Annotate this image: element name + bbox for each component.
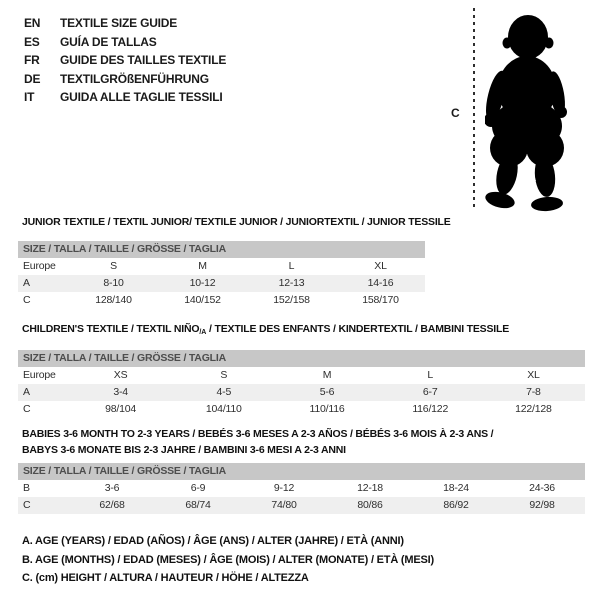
value-cell: 104/110 [205, 403, 242, 415]
measure-label-c: C [451, 106, 460, 120]
value-cell: 5-6 [319, 386, 335, 398]
value-cell: 12-13 [278, 277, 305, 289]
size-header-bar: SIZE / TALLA / TAILLE / GRÖSSE / TAGLIA [18, 241, 425, 258]
baby-silhouette-icon [485, 4, 600, 214]
title-subscript: /A [199, 329, 207, 336]
legend-line-c: C. (cm) HEIGHT / ALTURA / HAUTEUR / HÖHE / ALTEZZA [22, 572, 309, 584]
value-cell: XS [113, 369, 128, 381]
section-title-children [22, 321, 509, 341]
value-cell: M [198, 260, 207, 272]
value-cell: 158/170 [362, 294, 399, 306]
guide-title: GUIDE DES TAILLES TEXTILE [60, 53, 227, 67]
guide-title: GUIDA ALLE TAGLIE TESSILI [60, 90, 223, 104]
value-cell: 12-18 [357, 482, 383, 494]
language-row [24, 70, 226, 89]
value-cell: 24-36 [529, 482, 555, 494]
value-cell: 80/86 [357, 499, 383, 511]
value-cell: S [220, 369, 228, 381]
babies-size-table [18, 463, 585, 514]
value-cell: 3-4 [113, 386, 128, 398]
value-cell: M [322, 369, 332, 381]
children-size-table [18, 350, 585, 418]
table-body [18, 480, 585, 514]
section-title-babies [22, 426, 493, 458]
value-cell: 140/152 [184, 294, 221, 306]
value-cell: 4-5 [216, 386, 232, 398]
value-cell: 92/98 [529, 499, 555, 511]
value-cell: L [427, 369, 434, 381]
measure-legend [22, 532, 434, 588]
language-code: DE [24, 71, 41, 86]
value-cell: 8-10 [103, 277, 124, 289]
language-code: FR [24, 53, 40, 67]
table-row [18, 258, 425, 275]
table-row [18, 401, 585, 418]
value-cell: 14-16 [367, 277, 394, 289]
guide-title: TEXTILE SIZE GUIDE [60, 16, 178, 30]
legend-line-a: A. AGE (YEARS) / EDAD (AÑOS) / ÂGE (ANS) / ALTER (JAHRE) / ETÀ (ANNI) [22, 535, 404, 547]
table-row [18, 384, 585, 401]
value-cell: 128/140 [95, 294, 132, 306]
title-text: CHILDREN'S TEXTILE / TEXTIL NIÑO [22, 323, 200, 335]
row-label-cell: C [23, 499, 31, 511]
language-row [24, 51, 226, 70]
table-row [18, 497, 585, 514]
junior-size-table [18, 241, 425, 309]
guide-title: GUÍA DE TALLAS [60, 34, 157, 49]
row-label-cell: A [23, 386, 30, 398]
table-row [18, 275, 425, 292]
value-cell: 110/116 [309, 403, 345, 415]
title-line-2: BABYS 3-6 MONATE BIS 2-3 JAHRE / BAMBINI 3-6 MESI A 2-3 ANNI [22, 444, 346, 456]
title-line-1: BABIES 3-6 MONTH TO 2-3 YEARS / BEBÉS 3-6 MESES A 2-3 AÑOS / BÉBÉS 3-6 MOIS À 2-3 ANS / [22, 428, 494, 440]
language-code: IT [24, 90, 35, 104]
value-cell: 74/80 [271, 499, 297, 511]
value-cell: 152/158 [273, 294, 310, 306]
value-cell: 116/122 [412, 403, 449, 415]
language-list [24, 14, 226, 107]
row-label-cell: A [23, 277, 30, 289]
section-title-junior: JUNIOR TEXTILE / TEXTIL JUNIOR/ TEXTILE JUNIOR / JUNIORTEXTIL / JUNIOR TESSILE [22, 216, 451, 228]
value-cell: 7-8 [526, 386, 541, 398]
row-label-cell: C [23, 294, 31, 306]
legend-line-b: B. AGE (MONTHS) / EDAD (MESES) / ÂGE (MOIS) / ALTER (MONATE) / ETÀ (MESI) [22, 553, 434, 566]
table-row [18, 292, 425, 309]
value-cell: XL [527, 369, 540, 381]
value-cell: 6-9 [190, 482, 206, 494]
size-header-bar: SIZE / TALLA / TAILLE / GRÖSSE / TAGLIA [18, 350, 585, 367]
row-label-cell: Europe [23, 369, 56, 381]
value-cell: 62/68 [99, 499, 125, 511]
language-row [24, 33, 226, 52]
value-cell: XL [374, 260, 387, 272]
table-body [18, 258, 425, 309]
value-cell: 98/104 [105, 403, 137, 415]
language-code: ES [24, 34, 40, 49]
language-row [24, 14, 226, 33]
table-row [18, 480, 585, 497]
row-label-cell: C [23, 403, 31, 415]
guide-title: TEXTILGRÖßENFÜHRUNG [60, 71, 209, 86]
table-row [18, 367, 585, 384]
value-cell: 122/128 [515, 403, 552, 415]
value-cell: L [288, 260, 295, 272]
value-cell: S [110, 260, 117, 272]
value-cell: 18-24 [443, 482, 469, 494]
value-cell: 10-12 [189, 277, 216, 289]
language-row [24, 88, 226, 107]
row-label-cell: B [23, 482, 30, 494]
value-cell: 86/92 [443, 499, 469, 511]
value-cell: 6-7 [422, 386, 438, 398]
row-label-cell: Europe [23, 260, 56, 272]
title-text: / TEXTILE DES ENFANTS / KINDERTEXTIL / BAMBINI TESSILE [206, 323, 510, 335]
value-cell: 3-6 [104, 482, 120, 494]
value-cell: 9-12 [273, 482, 295, 494]
value-cell: 68/74 [185, 499, 211, 511]
language-code: EN [24, 16, 41, 30]
height-measure-line [473, 8, 475, 207]
baby-figure-area [440, 0, 600, 216]
size-header-bar: SIZE / TALLA / TAILLE / GRÖSSE / TAGLIA [18, 463, 585, 480]
table-body [18, 367, 585, 418]
